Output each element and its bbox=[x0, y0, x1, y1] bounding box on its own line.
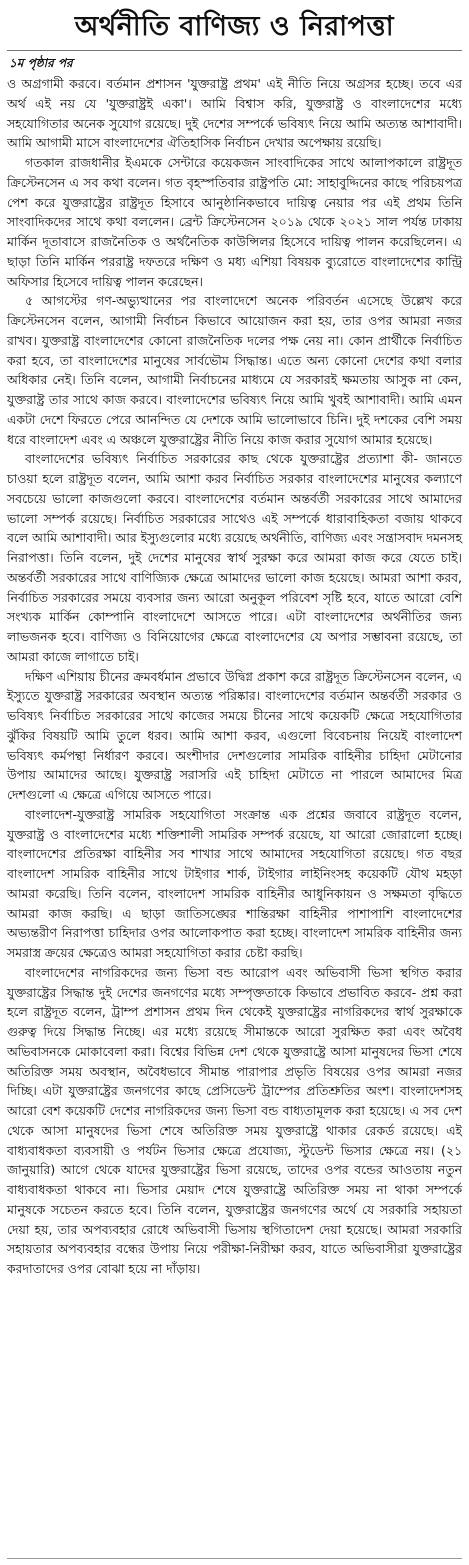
bottom-divider bbox=[7, 1558, 462, 1559]
article-body bbox=[7, 74, 462, 1279]
paragraph-3: ৫ আগস্টের গণ-অভ্যুত্থানের পর বাংলাদেশে অনেক পরিবর্তন এসেছে উল্লেখ করে ক্রিস্টেনসেন বলেন, আগামী নির্বাচন কিভাবে আয়োজন করা হয়, তার ওপর আমরা নজর রাখব। যুক্তরাষ্ট্র বাংলাদেশের কোনো রাজনৈতিক দলের পক্ষ নেয় না। কোন প্রার্থীকে নির্বাচিত করা হবে, তা বাংলাদেশের মানুষের সার্বভৌম সিদ্ধান্ত। এতে অন্য কোনো দেশের কথা বলার অধিকার নেই। তিনি বলেন, আগামী নির্বাচনের মাধ্যমে যে সরকারই ক্ষমতায় আসুক না কেন, যুক্তরাষ্ট্র তার সাথে কাজ করবে। বাংলাদেশের ভবিষ্যৎ নিয়ে আমি খুবই আশাবাদী। আমি এমন একটা দেশে ফিরতে পেরে আনন্দিত যে দেশকে আমি ভালোভাবে চিনি। দুই দশকের বেশি সময় ধরে বাংলাদেশ এবং এ অঞ্চলে যুক্তরাষ্ট্রের নীতি নিয়ে কাজ করার সুযোগ আমার হয়েছে। bbox=[7, 293, 462, 447]
paragraph-5: দক্ষিণ এশিয়ায় চীনের ক্রমবর্ধমান প্রভাবে উদ্বিগ্ন প্রকাশ করে রাষ্ট্রদূত ক্রিস্টেনসেন বলেন, এ ইস্যুতে যুক্তরাষ্ট্র সরকারের অবস্থান অত্যন্ত পরিষ্কার। বাংলাদেশের বর্তমান অন্তর্বর্তী সরকার ও ভবিষ্যৎ নির্বাচিত সরকারের সাথে কাজের সময়ে চীনের সাথে কয়েকটি ক্ষেত্রে সহযোগিতার ঝুঁকির বিষয়টি আমি তুলে ধরব। আমি আশা করব, এগুলো বিবেচনায় নিয়েই বাংলাদেশ ভবিষ্যৎ কর্মপন্থা নির্ধারণ করবে। অংশীদার দেশগুলোর সামরিক বাহিনীর চাহিদা মেটানোর উপায় আমাদের আছে। যুক্তরাষ্ট্র সরাসরি এই চাহিদা মেটাতে না পারলে আমাদের মিত্র দেশগুলো এ ক্ষেত্রে এগিয়ে আসতে পারে। bbox=[7, 668, 462, 802]
paragraph-6: বাংলাদেশ-যুক্তরাষ্ট্র সামরিক সহযোগিতা সংক্রান্ত এক প্রশ্নের জবাবে রাষ্ট্রদূত বলেন, যুক্তরাষ্ট্র ও বাংলাদেশের মধ্যে শক্তিশালী সামরিক সম্পর্ক রয়েছে, যা আরো জোরালো হচ্ছে। বাংলাদেশের প্রতিরক্ষা বাহিনীর সব শাখার সাথে আমাদের সহযোগিতা রয়েছে। গত বছর বাংলাদেশ সামরিক বাহিনীর সাথে টাইগার শার্ক, টাইগার লাইনিংসহ কয়েকটি যৌথ মহড়া আমরা করেছি। তিনি বলেন, বাংলাদেশ সামরিক বাহিনীর আধুনিকায়ন ও সক্ষমতা বৃদ্ধিতে আমরা কাজ করছি। এ ছাড়া জাতিসঙ্ঘের শান্তিরক্ষা বাহিনীর পাশাপাশি বাংলাদেশের অভ্যন্তরীণ নিরাপত্তা চাহিদার ওপর আলোকপাত করা হচ্ছে। বাংলাদেশ সামরিক বাহিনীর জন্য সমরাস্ত্র ক্রয়ের ক্ষেত্রেও আমরা সহযোগিতা করার চেষ্টা করছি। bbox=[7, 806, 462, 960]
paragraph-4: বাংলাদেশের ভবিষ্যৎ নির্বাচিত সরকারের কাছ থেকে যুক্তরাষ্ট্রের প্রত্যাশা কী- জানতে চাওয়া হলে রাষ্ট্রদূত বলেন, আমি আশা করব নির্বাচিত সরকার বাংলাদেশের মানুষের কল্যাণে সবচেয়ে ভালো কাজগুলো করবে। বাংলাদেশের বর্তমান অন্তর্বর্তী সরকারের সাথে আমাদের ভালো সম্পর্ক রয়েছে। নির্বাচিত সরকারের সাথেও এই সম্পর্কে ধারাবাহিকতা বজায় থাকবে বলে আমি আশাবাদী। আর ইস্যুগুলোর মধ্যে রয়েছে অর্থনীতি, বাণিজ্য এবং সন্ত্রাসবাদ দমনসহ নিরাপত্তা। তিনি বলেন, দুই দেশের মানুষের স্বার্থ সুরক্ষা করে আমরা কাজ করে যেতে চাই। অন্তর্বর্তী সরকারের সাথে বাণিজ্যিক ক্ষেত্রে আমাদের ভালো কাজ হয়েছে। আমরা আশা করব, নির্বাচিত সরকারের সময়ে ব্যবসার জন্য আরো অনুকূল পরিবেশ সৃষ্টি হবে, যাতে আরো বেশি সংখ্যক মার্কিন কোম্পানি বাংলাদেশে আসতে পারে। এটা বাংলাদেশের অর্থনীতির জন্য লাভজনক হবে। বাণিজ্য ও বিনিয়োগের ক্ষেত্রে বাংলাদেশের যে অপার সম্ভাবনা রয়েছে, তা আমরা কাজে লাগাতে চাই। bbox=[7, 451, 462, 664]
paragraph-7: বাংলাদেশের নাগরিকদের জন্য ভিসা বন্ড আরোপ এবং অভিবাসী ভিসা স্থগিত করার যুক্তরাষ্ট্রের সিদ্ধান্ত দুই দেশের জনগণের মধ্যে সম্পৃক্ততাকে কিভাবে প্রভাবিত করবে- প্রশ্ন করা হলে রাষ্ট্রদূত বলেন, ট্রাম্প প্রশাসন প্রথম দিন থেকেই যুক্তরাষ্ট্রের নাগরিকদের স্বার্থ সুরক্ষাকে গুরুত্ব দিয়ে সিদ্ধান্ত নিচ্ছে। এর মধ্যে রয়েছে সীমান্তকে আরো সুরক্ষিত করা এবং অবৈধ অভিবাসনকে মোকাবেলা করা। বিশ্বের বিভিন্ন দেশ থেকে যুক্তরাষ্ট্রে আসা মানুষদের ভিসা শেষে অতিরিক্ত সময় অবস্থান, অবৈধভাবে সীমান্ত পারাপার প্রভৃতি বিষয়ের ওপর আমরা নজর দিচ্ছি। এটা যুক্তরাষ্ট্রের জনগণের কাছে প্রেসিডেন্ট ট্রাম্পের প্রতিশ্রুতির অংশ। বাংলাদেশসহ আরো বেশ কয়েকটি দেশের নাগরিকদের জন্য ভিসা বন্ড বাধ্যতামূলক করা হয়েছে। এ সব দেশ থেকে আসা মানুষদের ভিসা শেষে অতিরিক্ত সময় যুক্তরাষ্ট্রে থাকার রেকর্ড রয়েছে। এই বাধ্যবাধকতা ব্যবসায়ী ও পর্যটন ভিসার ক্ষেত্রে প্রযোজ্য, স্টুডেন্ট ভিসার ক্ষেত্রে নয়। (২১ জানুয়ারি) আগে থেকে যাদের যুক্তরাষ্ট্রের ভিসা রয়েছে, তাদের ওপর বন্ডের আওতায় নতুন বাধ্যবাধকতা থাকবে না। ভিসার মেয়াদ শেষে যুক্তরাষ্ট্রে অতিরিক্ত সময় না থাকা সম্পর্কে মানুষকে সচেতন করতে হবে। তিনি বলেন, যুক্তরাষ্ট্রের জনগণের অর্থে যে সরকারি সহায়তা দেয়া হয়, তার অপব্যবহার রোধে অভিবাসী ভিসায় স্থগিতাদেশ দেয়া হয়েছে। আমরা সরকারি সহায়তার অপব্যবহার বন্ধের উপায় নিয়ে পরীক্ষা-নিরীক্ষা করব, যাতে অভিবাসীরা যুক্তরাষ্ট্রের করদাতাদের ওপর বোঝা হয়ে না দাঁড়ায়। bbox=[7, 964, 462, 1276]
continuation-label: ১ম পৃষ্ঠার পর bbox=[9, 56, 73, 70]
headline: অর্থনীতি বাণিজ্য ও নিরাপত্তা bbox=[7, 4, 462, 51]
paragraph-2: গতকাল রাজধানীর ইএমকে সেন্টারে কয়েকজন সাংবাদিকের সাথে আলাপকালে রাষ্ট্রদূত ক্রিস্টেনসেন এ সব কথা বলেন। গত বৃহস্পতিবার রাষ্ট্রপতি মো: সাহাবুদ্দিনের কাছে পরিচয়পত্র পেশ করে যুক্তরাষ্ট্রের রাষ্ট্রদূত হিসাবে আনুষ্ঠানিকভাবে দায়িত্ব নেয়ার পর এই প্রথম তিনি সাংবাদিকদের সাথে কথা বললেন। ব্রেন্ট ক্রিস্টেনসেন ২০১৯ থেকে ২০২১ সাল পর্যন্ত ঢাকায় মার্কিন দূতাবাসে রাজনৈতিক ও অর্থনৈতিক কাউন্সিলর হিসেবে দায়িত্ব পালন করেছিলেন। এ ছাড়া তিনি মার্কিন পররাষ্ট্র দফতরে দক্ষিণ ও মধ্য এশিয়া বিষয়ক ব্যুরোতে বাংলাদেশের কান্ট্রি অফিসার হিসেবে দায়িত্ব পালন করেছেন। bbox=[7, 155, 462, 289]
paragraph-1: ও অগ্রগামী করবে। বর্তমান প্রশাসন 'যুক্তরাষ্ট্র প্রথম' এই নীতি নিয়ে অগ্রসর হচ্ছে। তবে এর অর্থ এই নয় যে 'যুক্তরাষ্ট্রই একা'। আমি বিশ্বাস করি, যুক্তরাষ্ট্র ও বাংলাদেশের মধ্যে সহযোগিতার অনেক সুযোগ রয়েছে। দুই দেশের সম্পর্কে ভবিষ্যৎ নিয়ে আমি অত্যন্ত আশাবাদী। আমি আগামী মাসে বাংলাদেশের ঐতিহাসিক নির্বাচন দেখার অপেক্ষায় রয়েছি। bbox=[7, 76, 462, 151]
